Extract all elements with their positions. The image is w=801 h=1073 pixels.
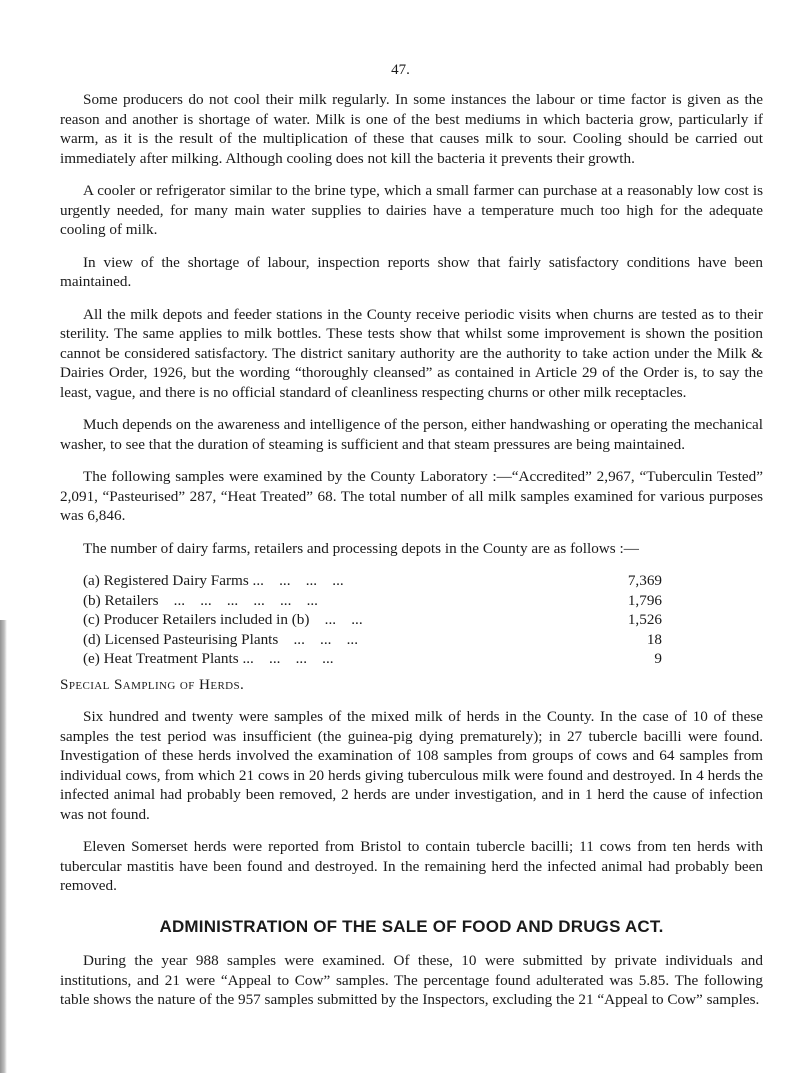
page-number: 47. <box>391 62 410 78</box>
list-item <box>60 571 763 591</box>
paragraph-county-laboratory: The following samples were examined by the County Laboratory :—“Accredited” 2,967, “Tuberculin Tested” 2,091, “Pasteurised” 287, “Heat Treated” 68. The total number of all milk samples examined for various purposes was 6,846. <box>60 468 763 524</box>
list-item-label: (e) Heat Treatment Plants ... ... ... ... <box>83 650 334 667</box>
paragraph-cooler-need: A cooler or refrigerator similar to the brine type, which a small farmer can purchase at a reasonably low cost is urgently needed, for many main water supplies to dairies have a temperature much too high for the adequate cooling of milk. <box>60 182 763 238</box>
list-item <box>60 630 763 650</box>
list-item-count: 1,526 <box>627 611 662 628</box>
paragraph-samples-examined: During the year 988 samples were examined. Of these, 10 were submitted by private individuals and institutions, and 21 were “Appeal to Cow” samples. The percentage found adulterated was 5.85. The following table shows the nature of the 957 samples submitted by the Inspectors, excluding the 21 “Appeal to Cow” samples. <box>60 952 763 1008</box>
list-item <box>60 610 763 630</box>
list-item-label: (b) Retailers ... ... ... ... ... ... <box>83 591 318 609</box>
list-item-count: 7,369 <box>627 572 662 589</box>
paragraph-milk-cooling: Some producers do not cool their milk regularly. In some instances the labour or time factor is given as the reason and another is shortage of water. Milk is one of the best mediums in which bacteria grow, particularly if warm, as it is the result of the multiplication of these that causes milk to sour. Cooling should be carried out immediately after milking. Although cooling does not kill the bacteria it prevents their growth. <box>60 91 763 167</box>
paragraph-somerset-herds: Eleven Somerset herds were reported from Bristol to contain tubercle bacilli; 11 cows from ten herds with tubercular mastitis have been found and destroyed. In the remaining herd the infected animal had probably been removed. <box>60 838 763 894</box>
paragraph-depot-visits: All the milk depots and feeder stations in the County receive periodic visits when churns are tested as to their sterility. The same applies to milk bottles. These tests show that whilst some improvement is shown the position cannot be considered satisfactory. The district sanitary authority are the authority to take action under the Milk & Dairies Order, 1926, but the wording “thoroughly cleansed” as contained in Article 29 of the Order is, to say the least, vague, and there is no official standard of cleanliness respecting churns or other milk receptacles. <box>60 305 763 401</box>
list-intro: The number of dairy farms, retailers and processing depots in the County are as follows :— <box>83 539 639 557</box>
subheading-special-sampling: Special Sampling of Herds. <box>60 675 245 693</box>
dairy-farm-counts-list <box>60 571 763 669</box>
section-heading: ADMINISTRATION OF THE SALE OF FOOD AND DRUGS ACT. <box>159 916 664 936</box>
paragraph-steaming: Much depends on the awareness and intelligence of the person, either handwashing or operating the mechanical washer, to see that the duration of steaming is sufficient and that steam pressures are being maintained. <box>60 416 763 453</box>
paragraph-mixed-milk-samples: Six hundred and twenty were samples of the mixed milk of herds in the County. In the case of 10 of these samples the test period was insufficient (the guinea-pig dying prematurely); in 27 tubercle bacilli were found. Investigation of these herds involved the examination of 108 samples from groups of cows and 64 samples from individual cows, from which 21 cows in 20 herds giving tuberculous milk were found and destroyed. In 4 herds the infected animal had probably been removed, 2 herds are under investigation, and in 1 herd the cause of infection was not found. <box>60 708 763 823</box>
paragraph-inspection-reports: In view of the shortage of labour, inspection reports show that fairly satisfactory conditions have been maintained. <box>60 253 763 290</box>
page-binding-edge <box>0 620 7 1073</box>
list-item-count: 1,796 <box>627 591 662 609</box>
page-body <box>60 90 763 1023</box>
list-item <box>60 649 763 669</box>
list-item-label: (c) Producer Retailers included in (b) ... ... <box>83 611 363 628</box>
list-item-count: 9 <box>654 650 662 667</box>
list-item-count: 18 <box>646 630 662 648</box>
list-item <box>60 591 763 611</box>
list-item-label: (a) Registered Dairy Farms ... ... ... ... <box>83 572 344 589</box>
list-item-label: (d) Licensed Pasteurising Plants ... ... ... <box>83 630 359 648</box>
